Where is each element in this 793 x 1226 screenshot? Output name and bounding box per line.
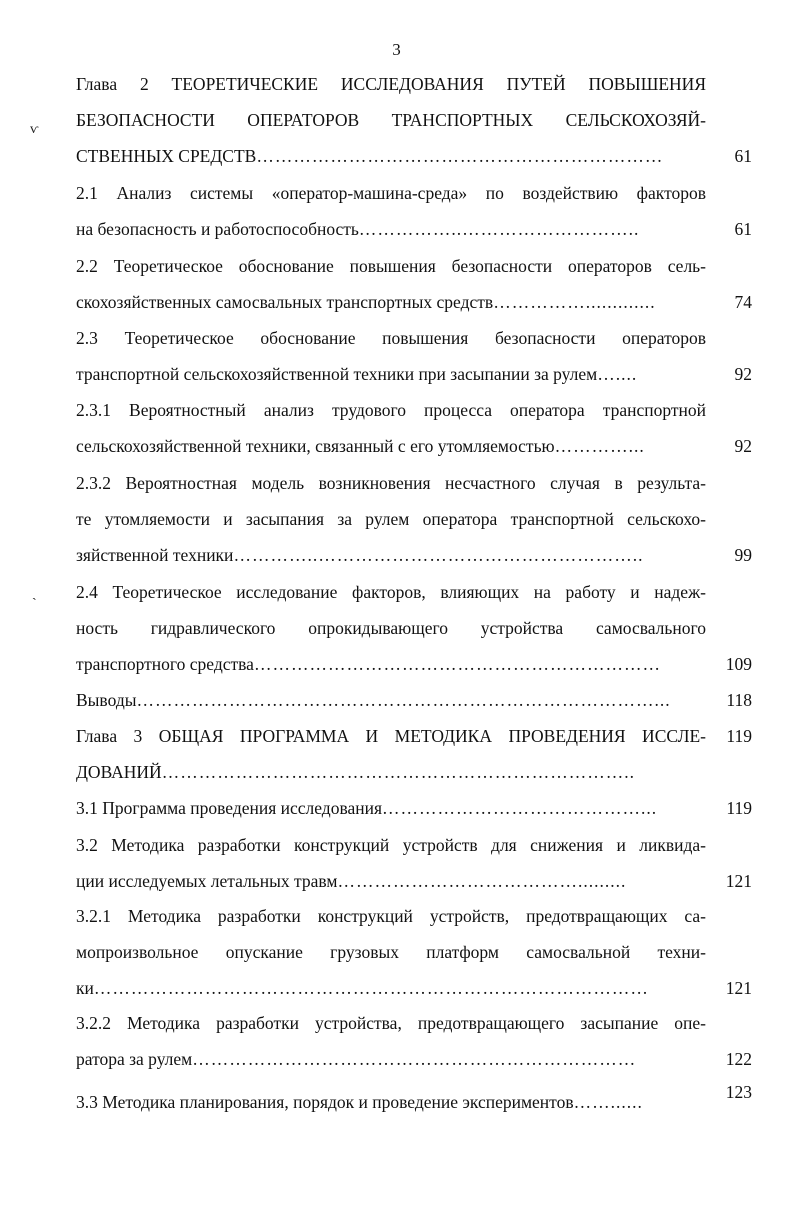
toc-entry-title: ность гидравлического опрокидывающего устройства самосвального xyxy=(76,618,706,638)
leader-dots: ………………………………………………………………….. xyxy=(161,762,635,782)
toc-entry-title: 3.2.1 Методика разработки конструкций устройств, предотвращающих са- xyxy=(76,906,706,926)
toc-entry-title: 2.4 Теоретическое исследование факторов, влияющих на работу и надеж- xyxy=(76,582,706,602)
toc-entry-title: транспортного средства………………………………………………………… xyxy=(76,654,661,674)
leader-dots: …………... xyxy=(554,436,645,456)
leader-dots: ……………............. xyxy=(493,292,656,312)
toc-page-number: 109 xyxy=(725,654,752,674)
toc-page-number: 118 xyxy=(726,690,752,710)
leader-dots: ………………………………………………………… xyxy=(256,146,664,166)
toc-entry-title: ДОВАНИЙ………………………………………………………………….. xyxy=(76,762,635,782)
page-number: 3 xyxy=(392,40,401,59)
toc-entry-title: мопроизвольное опускание грузовых платформ самосвальной техни- xyxy=(76,942,706,962)
toc-page-number: 122 xyxy=(725,1049,752,1069)
toc-entry-title: Глава 2 ТЕОРЕТИЧЕСКИЕ ИССЛЕДОВАНИЯ ПУТЕЙ ПОВЫШЕНИЯ xyxy=(76,74,706,94)
toc-entry-title: сельскохозяйственной техники, связанный с его утомляемостью…………... xyxy=(76,436,645,456)
toc-entry-title: скохозяйственных самосвальных транспортных средств……………............. xyxy=(76,292,656,312)
leader-dots: ……...... xyxy=(573,1092,643,1112)
toc-entry-title: Глава 3 ОБЩАЯ ПРОГРАММА И МЕТОДИКА ПРОВЕДЕНИЯ ИССЛЕ- xyxy=(76,726,706,746)
toc-page-number: 123 xyxy=(725,1082,752,1102)
toc-entry-title: 3.2 Методика разработки конструкций устройств для снижения и ликвида- xyxy=(76,835,706,855)
toc-page-number: 99 xyxy=(734,545,752,565)
toc-page-number: 121 xyxy=(725,871,752,891)
toc-entry-title: 3.1 Программа проведения исследования……………………………………... xyxy=(76,798,658,818)
toc-entry-title: СТВЕННЫХ СРЕДСТВ………………………………………………………… xyxy=(76,146,664,166)
leader-dots: …………………………………......... xyxy=(337,871,627,891)
leader-dots: ……………..……………………….. xyxy=(358,219,640,239)
toc-page-number: 92 xyxy=(734,364,752,384)
leader-dots: ……………………………………………………………… xyxy=(192,1049,637,1069)
toc-entry-title: 3.3 Методика планирования, порядок и проведение экспериментов……...... xyxy=(76,1092,643,1112)
leader-dots: ……………………………………... xyxy=(382,798,658,818)
toc-entry-title: 3.2.2 Методика разработки устройства, предотвращающего засыпание опе- xyxy=(76,1013,706,1033)
toc-page-number: 121 xyxy=(725,978,752,998)
toc-page-number: 92 xyxy=(734,436,752,456)
leader-dots: ……………………………………………………………………………… xyxy=(93,978,649,998)
toc-entry-title: 2.3.2 Вероятностная модель возникновения несчастного случая в результа- xyxy=(76,473,706,493)
toc-entry-title: 2.3 Теоретическое обоснование повышения безопасности операторов xyxy=(76,328,706,348)
toc-entry-title: на безопасность и работоспособность……………..……………………….. xyxy=(76,219,640,239)
toc-entry-title: 2.1 Анализ системы «оператор-машина-среда» по воздействию факторов xyxy=(76,183,706,203)
toc-entry-title: БЕЗОПАСНОСТИ ОПЕРАТОРОВ ТРАНСПОРТНЫХ СЕЛЬСКОХОЗЯЙ- xyxy=(76,110,706,130)
toc-entry-title: ратора за рулем……………………………………………………………… xyxy=(76,1049,637,1069)
leader-dots: …………………………………………………………………………... xyxy=(136,690,671,710)
margin-mark: ˎ xyxy=(32,586,37,601)
toc-page-number: 74 xyxy=(734,292,752,312)
leader-dots: ………………………………………………………… xyxy=(253,654,661,674)
toc-entry-title: ции исследуемых летальных травм…………………………………......... xyxy=(76,871,627,891)
leader-dots: ….... xyxy=(597,364,638,384)
margin-mark: ⱱ xyxy=(30,122,39,137)
toc-entry-title: те утомляемости и засыпания за рулем оператора транспортной сельскохо- xyxy=(76,509,706,529)
toc-entry-title: 2.3.1 Вероятностный анализ трудового процесса оператора транспортной xyxy=(76,400,706,420)
toc-entry-title: ки……………………………………………………………………………… xyxy=(76,978,649,998)
toc-page-number: 61 xyxy=(734,146,752,166)
toc-page-number: 61 xyxy=(734,219,752,239)
leader-dots: …………..…………………………………………….. xyxy=(233,545,644,565)
toc-entry-title: Выводы…………………………………………………………………………... xyxy=(76,690,671,710)
toc-page-number: 119 xyxy=(726,798,752,818)
toc-entry-title: зяйственной техники…………..…………………………………………….. xyxy=(76,545,644,565)
toc-entry-title: 2.2 Теоретическое обоснование повышения безопасности операторов сель- xyxy=(76,256,706,276)
toc-entry-title: транспортной сельскохозяйственной техники при засыпании за рулем….... xyxy=(76,364,638,384)
toc-page-number: 119 xyxy=(726,726,752,746)
